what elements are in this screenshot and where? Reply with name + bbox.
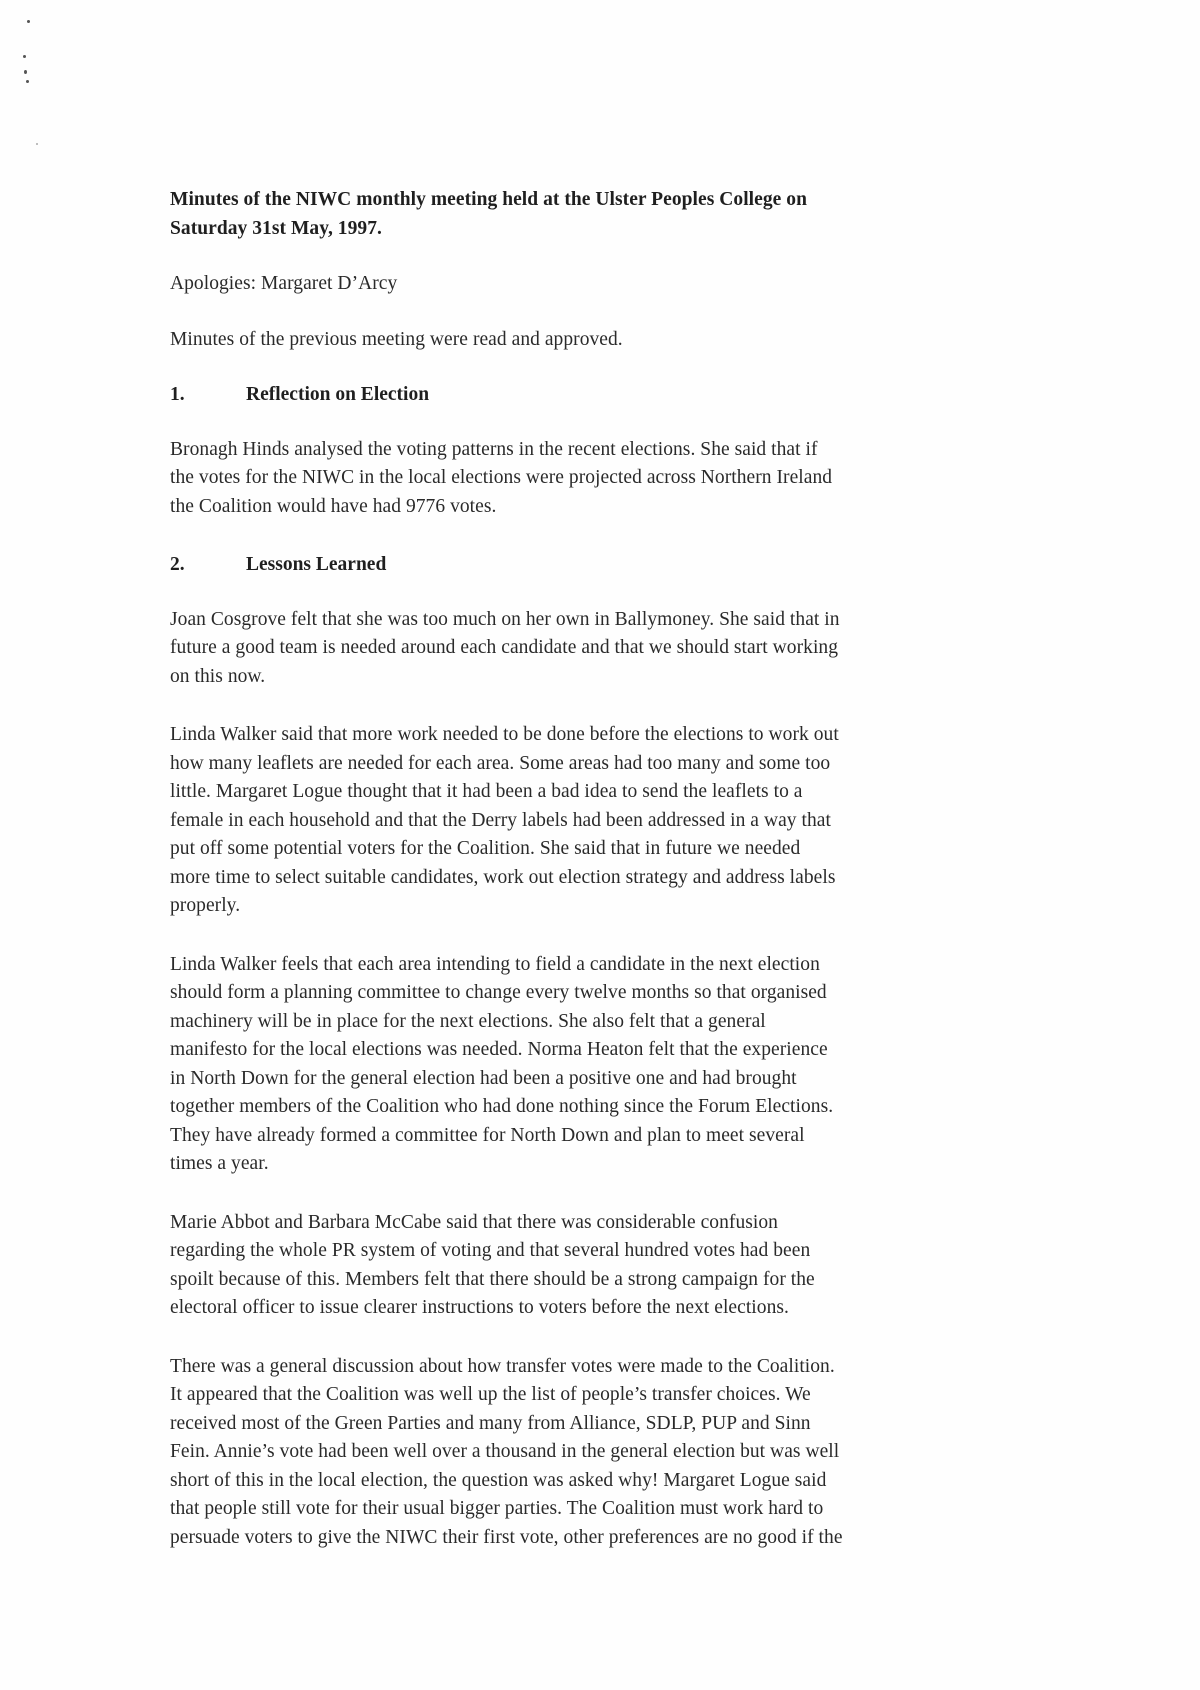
- paragraph: [170, 721, 1050, 921]
- text-line: Bronagh Hinds analysed the voting patterns in the recent elections. She said that if: [170, 438, 818, 460]
- text-line: that people still vote for their usual bigger parties. The Coalition must work hard to: [170, 1498, 824, 1519]
- text-line: female in each household and that the Derry labels had been addressed in a way that: [170, 809, 831, 831]
- text-line: electoral officer to issue clearer instructions to voters before the next elections.: [170, 1297, 789, 1318]
- text-line: There was a general discussion about how transfer votes were made to the Coalition.: [170, 1355, 835, 1377]
- document-title: [170, 186, 1050, 243]
- text-line: future a good team is needed around each candidate and that we should start working: [170, 637, 839, 658]
- scan-speck: [26, 80, 29, 83]
- text-line: received most of the Green Parties and many from Alliance, SDLP, PUP and Sinn: [170, 1412, 811, 1434]
- text-line: the votes for the NIWC in the local elections were projected across Northern Ireland: [170, 467, 833, 488]
- section-number: 1.: [170, 384, 185, 405]
- text-line: manifesto for the local elections was needed. Norma Heaton felt that the experience: [170, 1039, 828, 1060]
- scan-speck: [24, 70, 27, 74]
- text-line: on this now.: [170, 665, 266, 687]
- section-title: Reflection on Election: [246, 384, 430, 405]
- section-title: Lessons Learned: [246, 554, 387, 575]
- title-line: Saturday 31st May, 1997.: [170, 217, 382, 239]
- text-line: Linda Walker feels that each area intending to field a candidate in the next election: [170, 953, 820, 975]
- section-heading: [170, 381, 1050, 410]
- text-line: the Coalition would have had 9776 votes.: [170, 495, 497, 517]
- text-line: persuade voters to give the NIWC their first vote, other preferences are no good if the: [170, 1526, 843, 1548]
- scan-speck: [36, 143, 38, 145]
- text-line: machinery will be in place for the next elections. She also felt that a general: [170, 1010, 766, 1032]
- text-line: times a year.: [170, 1153, 269, 1174]
- paragraph: [170, 951, 1050, 1179]
- section-number: 2.: [170, 554, 185, 575]
- text-line: They have already formed a committee for North Down and plan to meet several: [170, 1124, 805, 1146]
- paragraph: [170, 1353, 1050, 1553]
- paragraph: [170, 606, 1050, 692]
- text-line: together members of the Coalition who had done nothing since the Forum Elections.: [170, 1096, 834, 1117]
- document-body: [170, 186, 1050, 1552]
- text-line: spoilt because of this. Members felt that there should be a strong campaign for the: [170, 1268, 815, 1290]
- text-line: little. Margaret Logue thought that it had been a bad idea to send the leaflets to a: [170, 781, 803, 802]
- scan-speck: [23, 55, 26, 58]
- text-line: should form a planning committee to change every twelve months so that organised: [170, 982, 827, 1003]
- text-line: how many leaflets are needed for each area. Some areas had too many and some too: [170, 752, 831, 774]
- text-line: put off some potential voters for the Coalition. She said that in future we needed: [170, 838, 801, 859]
- scan-speck: [27, 20, 30, 23]
- text-line: regarding the whole PR system of voting and that several hundred votes had been: [170, 1240, 811, 1261]
- text-line: more time to select suitable candidates, work out election strategy and address labels: [170, 866, 836, 888]
- text-line: Fein. Annie’s vote had been well over a thousand in the general election but was well: [170, 1441, 840, 1462]
- text-line: Joan Cosgrove felt that she was too much on her own in Ballymoney. She said that in: [170, 608, 840, 630]
- text-line: short of this in the local election, the question was asked why! Margaret Logue said: [170, 1469, 827, 1491]
- text-line: Linda Walker said that more work needed to be done before the elections to work out: [170, 724, 839, 745]
- text-line: in North Down for the general election had been a positive one and had brought: [170, 1067, 797, 1089]
- text-line: Marie Abbot and Barbara McCabe said that there was considerable confusion: [170, 1211, 778, 1233]
- paragraph: [170, 436, 1050, 522]
- apologies-text: Apologies: Margaret D’Arcy: [170, 273, 398, 294]
- apologies: [170, 270, 1050, 299]
- text-line: properly.: [170, 895, 241, 916]
- paragraph: [170, 1209, 1050, 1323]
- minutes-note: [170, 326, 1050, 355]
- section-heading: [170, 551, 1050, 580]
- title-line: Minutes of the NIWC monthly meeting held at the Ulster Peoples College on: [170, 189, 807, 210]
- minutes-note-text: Minutes of the previous meeting were read and approved.: [170, 328, 623, 350]
- text-line: It appeared that the Coalition was well up the list of people’s transfer choices. We: [170, 1384, 811, 1405]
